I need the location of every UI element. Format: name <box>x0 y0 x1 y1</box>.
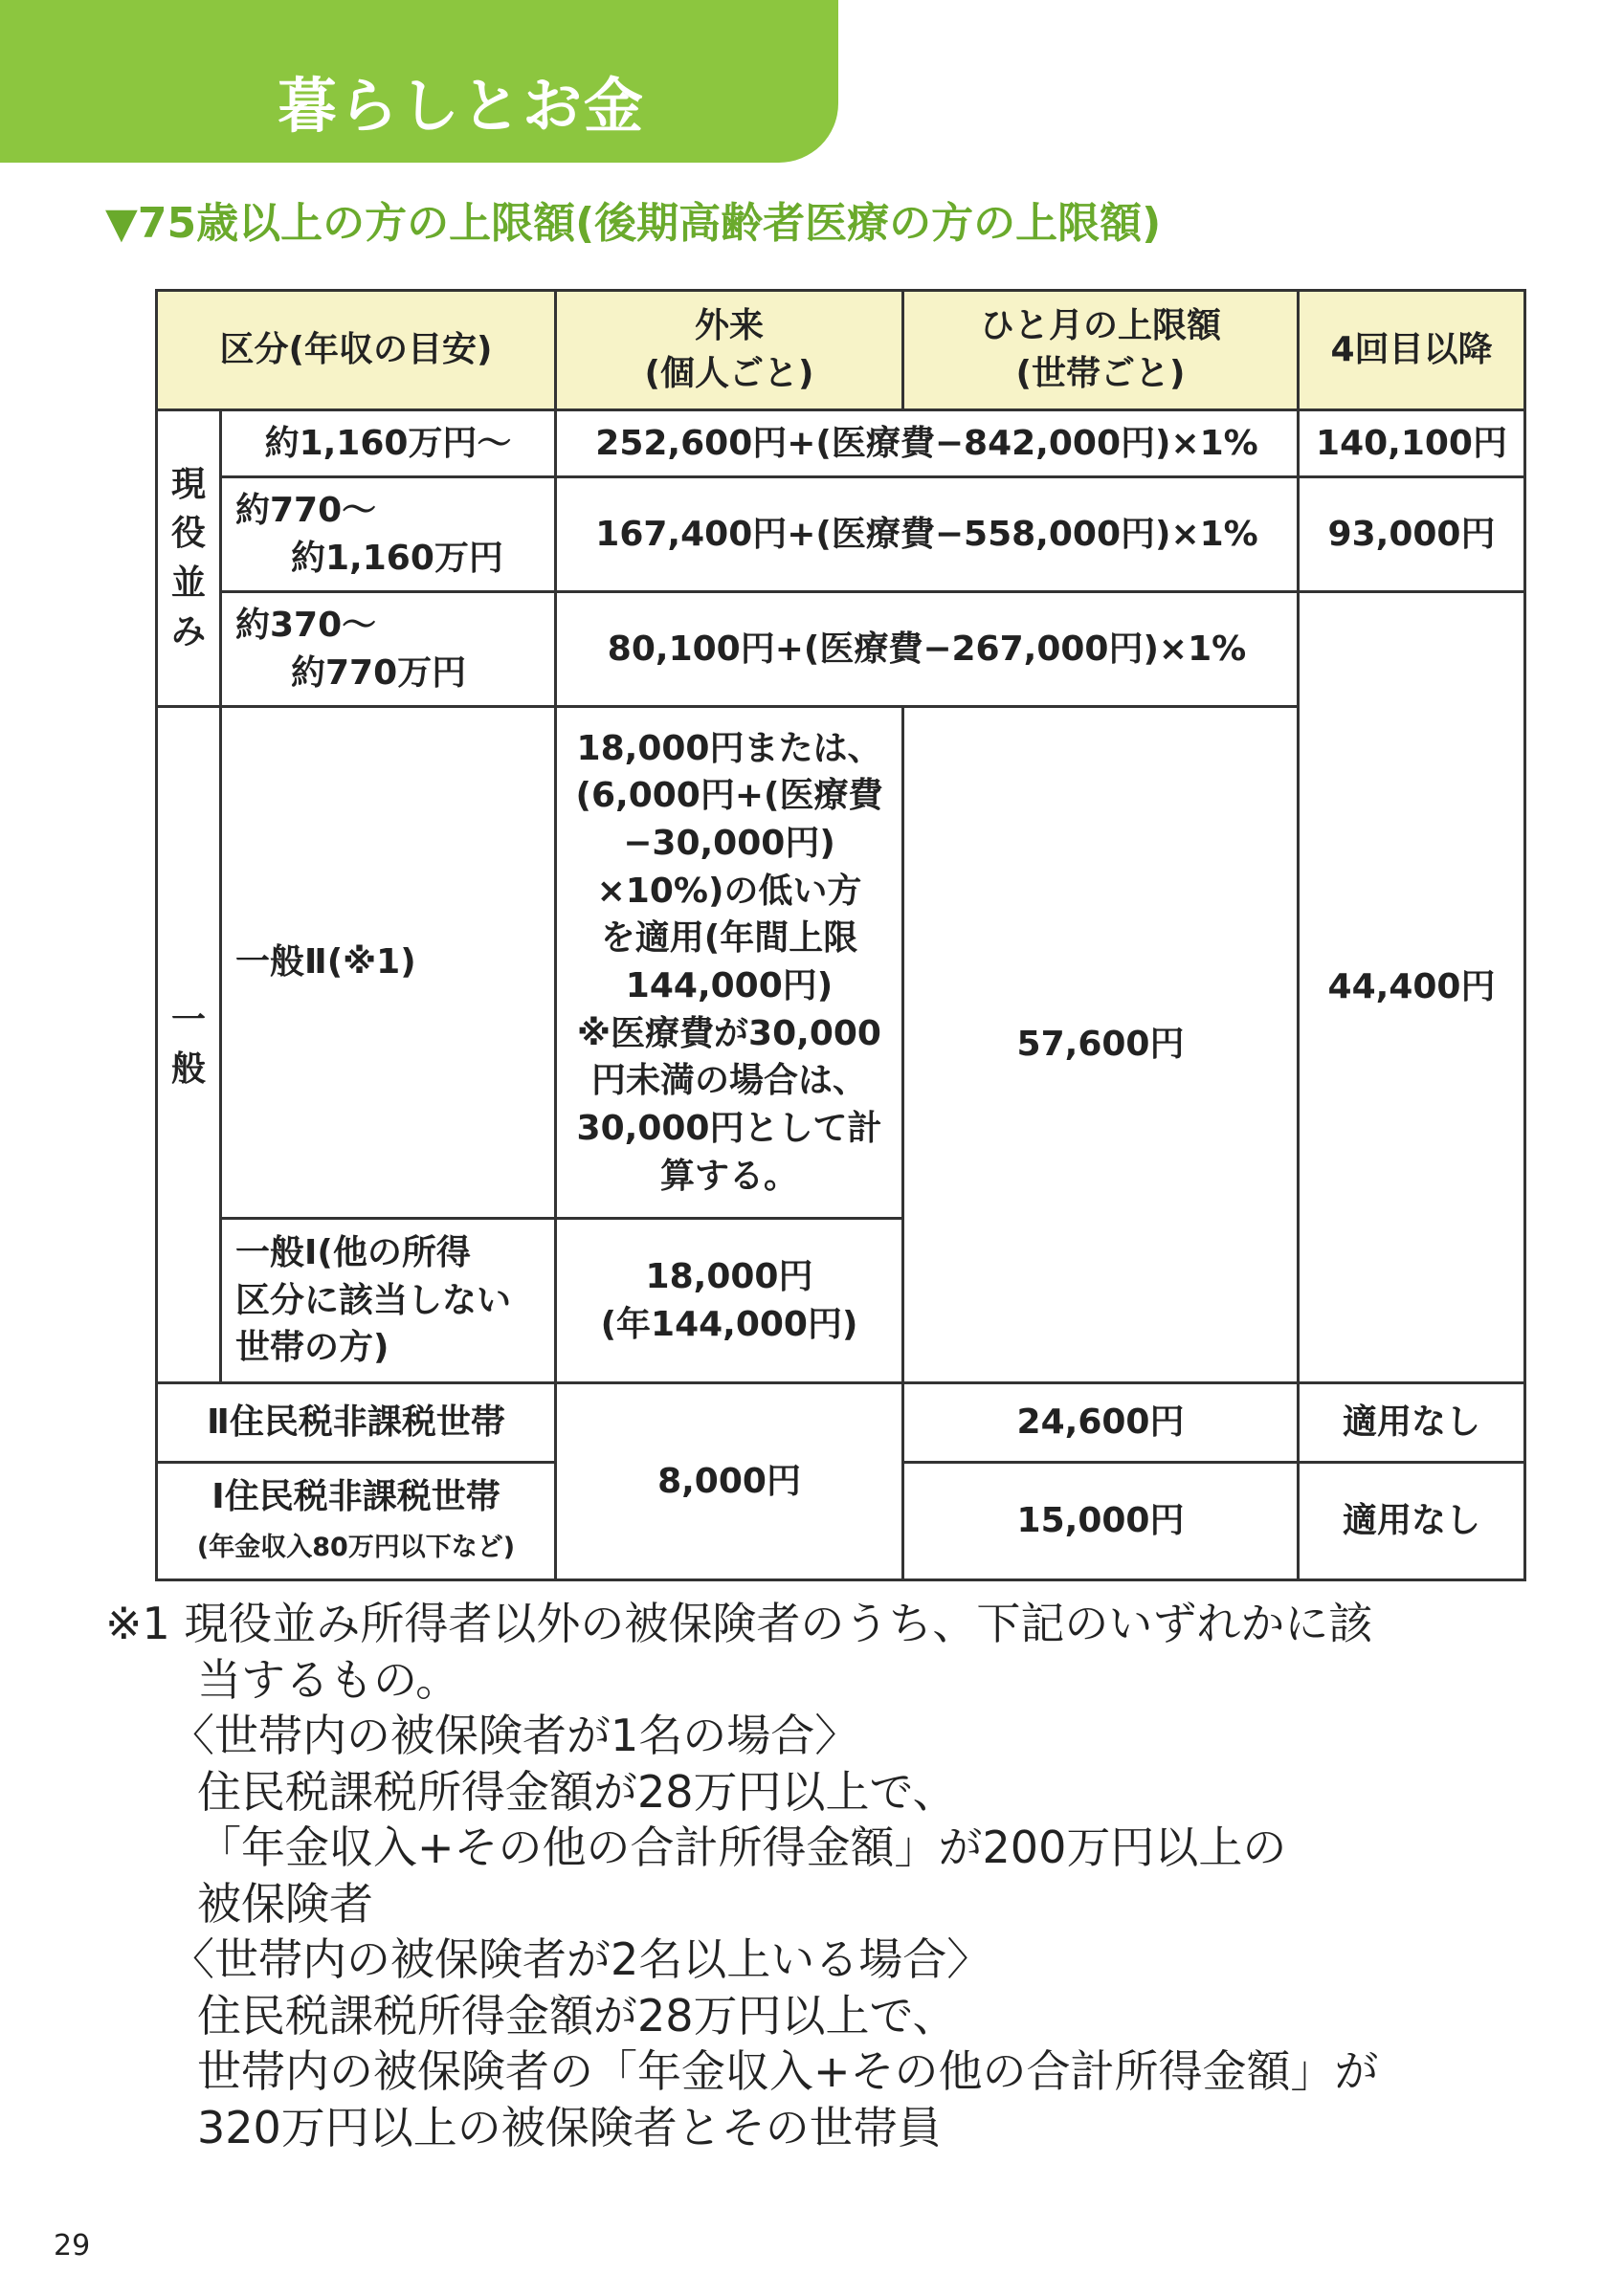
text-line: 144,000円) <box>625 966 834 1005</box>
row-formula: 252,600円+(医療費−842,000円)×1% <box>556 410 1299 477</box>
page-title: 暮らしとお金 <box>278 71 646 141</box>
row-monthly: 24,600円 <box>903 1383 1299 1463</box>
table-row <box>157 410 1525 477</box>
note-line: 当するもの。 <box>197 1653 460 1706</box>
text-line: 30,000円として計 <box>576 1109 882 1149</box>
text-line: ※医療費が30,000 <box>577 1013 881 1053</box>
note-line: 〈世帯内の被保険者が2名以上いる場合〉 <box>170 1933 991 1985</box>
header-outpatient-line2: (個人ごと) <box>644 354 814 393</box>
general-monthly-limit: 57,600円 <box>903 707 1299 1383</box>
group-general <box>157 707 221 1383</box>
header-category: 区分(年収の目安) <box>157 291 556 410</box>
row-fourth: 適用なし <box>1299 1383 1525 1463</box>
row-label-line1: 約370〜 <box>235 605 377 645</box>
text-line: −30,000円) <box>623 823 835 863</box>
row-label-line2: 約1,160万円 <box>291 538 503 578</box>
table-header-row <box>157 291 1525 410</box>
note-line: 320万円以上の被保険者とその世帯員 <box>197 2101 942 2153</box>
row-label <box>221 477 556 592</box>
header-monthly-line1: ひと月の上限額 <box>980 306 1222 346</box>
g1-outpatient <box>556 1219 903 1383</box>
text-line: ×10%)の低い方 <box>596 871 862 911</box>
text-line: 18,000円 <box>645 1256 813 1296</box>
row-label-main: Ⅰ住民税非課税世帯 <box>211 1477 500 1517</box>
row-formula: 80,100円+(医療費−267,000円)×1% <box>556 592 1299 707</box>
row-fourth: 140,100円 <box>1299 410 1525 477</box>
table-row <box>157 592 1525 707</box>
note-line: 住民税課税所得金額が28万円以上で、 <box>197 1989 957 2042</box>
row-label-line2: 区分に該当しない <box>235 1280 512 1320</box>
note-line: ※1 現役並み所得者以外の被保険者のうち、下記のいずれかに該 <box>105 1598 1373 1649</box>
note-line: 被保険者 <box>197 1877 373 1930</box>
header-fourth-time: 4回目以降 <box>1299 291 1525 410</box>
row-label <box>221 592 556 707</box>
section-heading: ▼75歳以上の方の上限額(後期高齢者医療の方の上限額) <box>105 199 1162 248</box>
row-label <box>157 1463 556 1580</box>
text-line: (6,000円+(医療費 <box>575 776 883 816</box>
note-line: 住民税課税所得金額が28万円以上で、 <box>197 1765 957 1818</box>
row-label: 約1,160万円〜 <box>221 410 556 477</box>
table-row <box>157 1383 1525 1463</box>
row-label-sub: (年金収入80万円以下など) <box>196 1533 516 1562</box>
row-fourth: 93,000円 <box>1299 477 1525 592</box>
row-label: Ⅱ住民税非課税世帯 <box>157 1383 556 1463</box>
row-label: 一般Ⅱ(※1) <box>221 707 556 1219</box>
header-outpatient-line1: 外来 <box>695 306 765 346</box>
note-line: 世帯内の被保険者の「年金収入+その他の合計所得金額」が <box>197 2045 1379 2097</box>
row-label <box>221 1219 556 1383</box>
header-monthly-limit <box>903 291 1299 410</box>
row-label-line1: 約770〜 <box>235 490 377 530</box>
row-label-line1: 一般Ⅰ(他の所得 <box>235 1232 471 1272</box>
text-line: 18,000円または、 <box>576 728 882 768</box>
g2-outpatient <box>556 707 903 1219</box>
group-active-label: 現役並み <box>171 465 207 651</box>
text-line: (年144,000円) <box>600 1304 858 1344</box>
note-line: 「年金収入+その他の合計所得金額」が200万円以上の <box>197 1821 1287 1873</box>
text-line: を適用(年間上限 <box>600 918 858 959</box>
row-label-line3: 世帯の方) <box>235 1328 389 1368</box>
table-row <box>157 477 1525 592</box>
header-outpatient <box>556 291 903 410</box>
row-monthly: 15,000円 <box>903 1463 1299 1580</box>
shared-fourth-value: 44,400円 <box>1299 592 1525 1383</box>
row-label-line2: 約770万円 <box>291 652 467 693</box>
footnotes <box>105 1596 1522 2155</box>
group-active-earners <box>157 410 221 707</box>
row-formula: 167,400円+(医療費−558,000円)×1% <box>556 477 1299 592</box>
header-monthly-line2: (世帯ごと) <box>1015 354 1186 393</box>
page-number: 29 <box>54 2229 91 2263</box>
text-line: 算する。 <box>660 1156 799 1196</box>
row-fourth: 適用なし <box>1299 1463 1525 1580</box>
text-line: 円未満の場合は、 <box>591 1061 868 1101</box>
note-line: 〈世帯内の被保険者が1名の場合〉 <box>170 1710 859 1761</box>
cost-limit-table <box>155 289 1526 1581</box>
exempt-outpatient: 8,000円 <box>556 1383 903 1580</box>
group-general-label: 一般 <box>171 1000 207 1089</box>
